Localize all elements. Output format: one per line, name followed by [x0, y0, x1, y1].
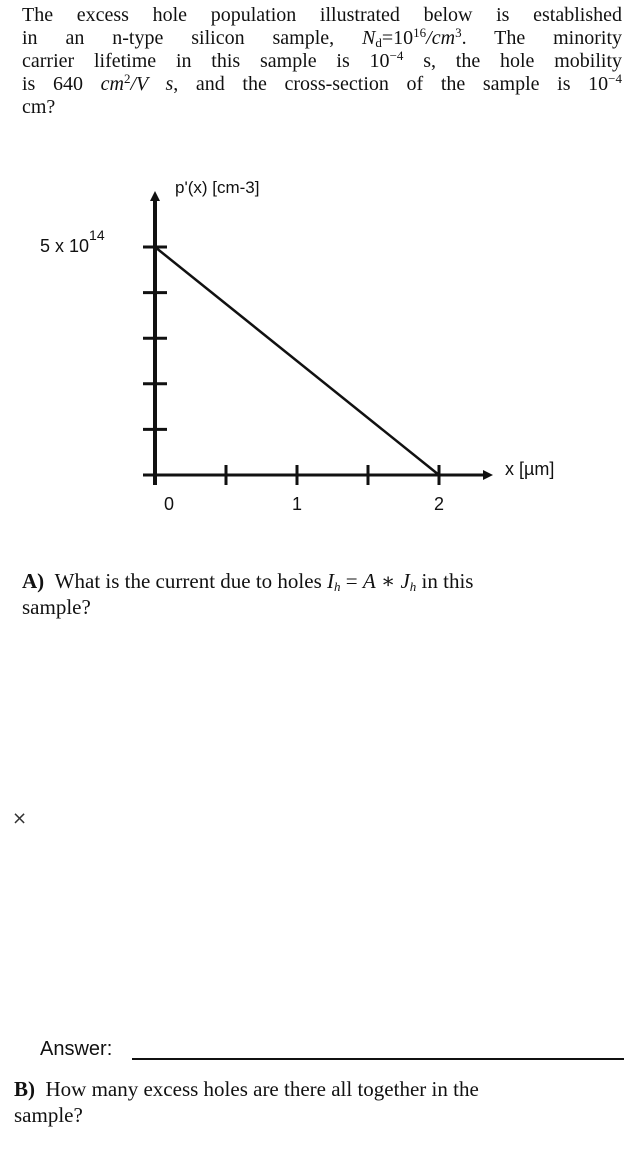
answer-label: Answer:: [40, 1038, 113, 1060]
x-tick-label: 0: [163, 494, 175, 514]
hole-profile-chart: [0, 170, 644, 520]
answer-area: [40, 1038, 625, 1061]
problem-line-1: The excess hole population illustrated below is established: [22, 4, 622, 26]
y-axis-label: p'(x) [cm-3]: [175, 178, 260, 197]
question-a-line-1: A) What is the current due to holes $I_h = A$ ∗ $J_h$ in this: [22, 569, 474, 594]
question-a: [22, 568, 612, 620]
answer-line[interactable]: [132, 1058, 624, 1060]
problem-statement: [22, 4, 622, 119]
problem-line-3: carrier lifetime in this sample is $10^{-4}$ s, the hole mobility: [22, 48, 623, 72]
question-b-line-2: sample?: [14, 1103, 83, 1127]
x-tick-label: 2: [433, 494, 445, 514]
question-b: [14, 1076, 614, 1128]
problem-line-5: cm?: [22, 96, 56, 118]
question-b-line-1: B) How many excess holes are there all together in the: [14, 1077, 479, 1101]
x-tick-label: 1: [291, 494, 303, 514]
x-axis-label: x [µm]: [505, 459, 555, 479]
problem-line-2: in an n-type silicon sample, $N_d=10^{16}/cm^3$. The minority: [22, 25, 622, 50]
y-max-tick-label: 5 x $10^{14}$: [40, 227, 105, 256]
question-a-line-2: sample?: [22, 595, 91, 619]
problem-line-4: is 640 $cm^2/V$ s, and the cross-section of the sample is $10^{-4}$: [22, 71, 623, 95]
series-line: [155, 247, 439, 475]
pen-mark-icon: ⨯: [12, 808, 28, 829]
